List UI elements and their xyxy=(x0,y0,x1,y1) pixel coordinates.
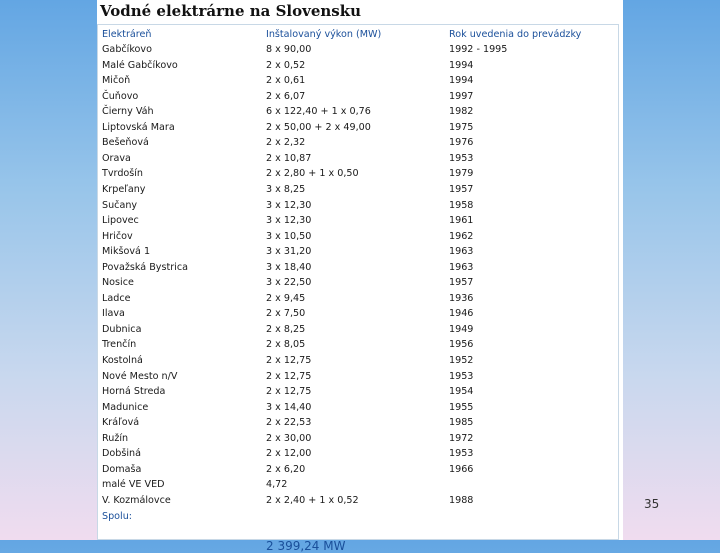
capacity-cell: 3 x 31,20 xyxy=(266,246,312,258)
table-row xyxy=(98,446,618,461)
table-row xyxy=(98,229,618,244)
capacity-cell: 2 x 8,05 xyxy=(266,339,306,351)
table-row xyxy=(98,275,618,290)
table-row xyxy=(98,477,618,492)
year-cell: 1994 xyxy=(449,75,474,87)
table-row xyxy=(98,415,618,430)
plant-name-cell: Ružín xyxy=(102,432,129,444)
capacity-cell: 2 x 8,25 xyxy=(266,323,306,335)
plant-name-cell: Gabčíkovo xyxy=(102,44,152,55)
plant-name-cell: malé VE VED xyxy=(102,479,165,491)
year-cell: 1992 - 1995 xyxy=(449,44,508,55)
column-header-plant: Elektráreň xyxy=(102,29,152,40)
plant-name-cell: Sučany xyxy=(102,199,138,211)
capacity-cell: 2 x 50,00 + 2 x 49,00 xyxy=(266,121,371,133)
table-row xyxy=(98,306,618,321)
plant-name-cell: Ladce xyxy=(102,292,131,304)
table-header-row xyxy=(98,27,618,42)
table-row xyxy=(98,166,618,181)
table-row xyxy=(98,337,618,352)
plant-name-cell: Dubnica xyxy=(102,323,142,335)
total-label: Spolu: xyxy=(102,511,133,522)
year-cell: 1982 xyxy=(449,106,474,118)
year-cell: 1961 xyxy=(449,215,474,227)
capacity-cell: 2 x 10,87 xyxy=(266,152,312,164)
year-cell: 1997 xyxy=(449,90,474,102)
slide-number: 35 xyxy=(644,497,660,511)
year-cell: 1946 xyxy=(449,308,474,320)
table-row xyxy=(98,291,618,306)
plant-name-cell: Dobšiná xyxy=(102,448,141,460)
capacity-cell: 3 x 18,40 xyxy=(266,261,312,273)
year-cell: 1953 xyxy=(449,152,474,164)
column-header-year: Rok uvedenia do prevádzky xyxy=(449,29,582,40)
capacity-cell: 2 x 12,00 xyxy=(266,448,312,460)
plant-name-cell: Orava xyxy=(102,152,131,164)
capacity-cell: 2 x 7,50 xyxy=(266,308,306,320)
year-cell: 1963 xyxy=(449,246,474,258)
table-row xyxy=(98,73,618,88)
table-row xyxy=(98,182,618,197)
table-row xyxy=(98,322,618,337)
plant-name-cell: Tvrdošín xyxy=(102,168,144,180)
plant-name-cell: Čierny Váh xyxy=(102,106,154,118)
table-row xyxy=(98,260,618,275)
document-sheet xyxy=(97,0,623,553)
plant-name-cell: Čuňovo xyxy=(102,90,139,102)
capacity-cell: 2 x 2,32 xyxy=(266,137,306,149)
capacity-cell: 4,72 xyxy=(266,479,288,491)
capacity-cell: 2 x 6,20 xyxy=(266,463,306,475)
plant-name-cell: Bešeňová xyxy=(102,137,149,149)
table-row xyxy=(98,353,618,368)
capacity-cell: 8 x 90,00 xyxy=(266,44,312,55)
table-row xyxy=(98,135,618,150)
plant-name-cell: Hričov xyxy=(102,230,133,242)
table-row xyxy=(98,198,618,213)
year-cell: 1985 xyxy=(449,417,474,429)
year-cell: 1988 xyxy=(449,494,474,506)
year-cell: 1966 xyxy=(449,463,474,475)
table-row xyxy=(98,244,618,259)
table-row xyxy=(98,58,618,73)
power-plants-table xyxy=(97,24,619,553)
plant-name-cell: Malé Gabčíkovo xyxy=(102,59,178,71)
plant-name-cell: Domaša xyxy=(102,463,142,475)
plant-name-cell: Krpeľany xyxy=(102,183,146,195)
plant-name-cell: Madunice xyxy=(102,401,149,413)
table-row xyxy=(98,89,618,104)
table-row xyxy=(98,151,618,166)
capacity-cell: 2 x 6,07 xyxy=(266,90,306,102)
capacity-cell: 2 x 12,75 xyxy=(266,370,312,382)
year-cell: 1954 xyxy=(449,386,474,398)
plant-name-cell: Mikšová 1 xyxy=(102,246,151,258)
year-cell: 1957 xyxy=(449,183,474,195)
plant-name-cell: Nové Mesto n/V xyxy=(102,370,178,382)
year-cell: 1994 xyxy=(449,59,474,71)
capacity-cell: 3 x 10,50 xyxy=(266,230,312,242)
year-cell: 1979 xyxy=(449,168,474,180)
capacity-cell: 2 x 12,75 xyxy=(266,355,312,366)
table-row xyxy=(98,104,618,119)
plant-name-cell: Ilava xyxy=(102,308,125,320)
table-row xyxy=(98,120,618,135)
year-cell: 1949 xyxy=(449,323,474,335)
capacity-cell: 3 x 12,30 xyxy=(266,215,312,227)
plant-name-cell: Lipovec xyxy=(102,215,139,227)
year-cell: 1936 xyxy=(449,292,474,304)
plant-name-cell: Nosice xyxy=(102,277,134,289)
total-value: 2 399,24 MW xyxy=(266,539,346,553)
table-row xyxy=(98,384,618,399)
table-row xyxy=(98,462,618,477)
year-cell: 1963 xyxy=(449,261,474,273)
table-row xyxy=(98,369,618,384)
plant-name-cell: Kráľová xyxy=(102,417,140,429)
year-cell: 1976 xyxy=(449,137,474,149)
capacity-cell: 2 x 0,61 xyxy=(266,75,306,87)
capacity-cell: 2 x 30,00 xyxy=(266,432,312,444)
capacity-cell: 2 x 9,45 xyxy=(266,292,306,304)
table-row xyxy=(98,42,618,57)
year-cell: 1956 xyxy=(449,339,474,351)
year-cell: 1957 xyxy=(449,277,474,289)
plant-name-cell: Mičoň xyxy=(102,75,131,87)
year-cell: 1952 xyxy=(449,355,474,366)
plant-name-cell: Považská Bystrica xyxy=(102,261,189,273)
plant-name-cell: Liptovská Mara xyxy=(102,121,175,133)
plant-name-cell: V. Kozmálovce xyxy=(102,494,171,506)
plant-name-cell: Trenčín xyxy=(102,339,137,351)
capacity-cell: 2 x 2,80 + 1 x 0,50 xyxy=(266,168,359,180)
year-cell: 1953 xyxy=(449,448,474,460)
table-row xyxy=(98,213,618,228)
capacity-cell: 2 x 2,40 + 1 x 0,52 xyxy=(266,494,359,506)
year-cell: 1955 xyxy=(449,401,474,413)
capacity-cell: 3 x 8,25 xyxy=(266,183,306,195)
year-cell: 1953 xyxy=(449,370,474,382)
capacity-cell: 2 x 0,52 xyxy=(266,59,306,71)
plant-name-cell: Kostolná xyxy=(102,355,143,366)
capacity-cell: 6 x 122,40 + 1 x 0,76 xyxy=(266,106,371,118)
capacity-cell: 3 x 14,40 xyxy=(266,401,312,413)
capacity-cell: 2 x 12,75 xyxy=(266,386,312,398)
capacity-cell: 3 x 12,30 xyxy=(266,199,312,211)
page-title: Vodné elektrárne na Slovensku xyxy=(100,2,362,20)
year-cell: 1958 xyxy=(449,199,474,211)
table-row xyxy=(98,431,618,446)
plant-name-cell: Horná Streda xyxy=(102,386,166,398)
column-header-capacity: Inštalovaný výkon (MW) xyxy=(266,29,382,40)
year-cell: 1972 xyxy=(449,432,474,444)
table-row xyxy=(98,493,618,508)
year-cell: 1962 xyxy=(449,230,474,242)
year-cell: 1975 xyxy=(449,121,474,133)
table-row xyxy=(98,400,618,415)
capacity-cell: 3 x 22,50 xyxy=(266,277,312,289)
capacity-cell: 2 x 22,53 xyxy=(266,417,312,429)
